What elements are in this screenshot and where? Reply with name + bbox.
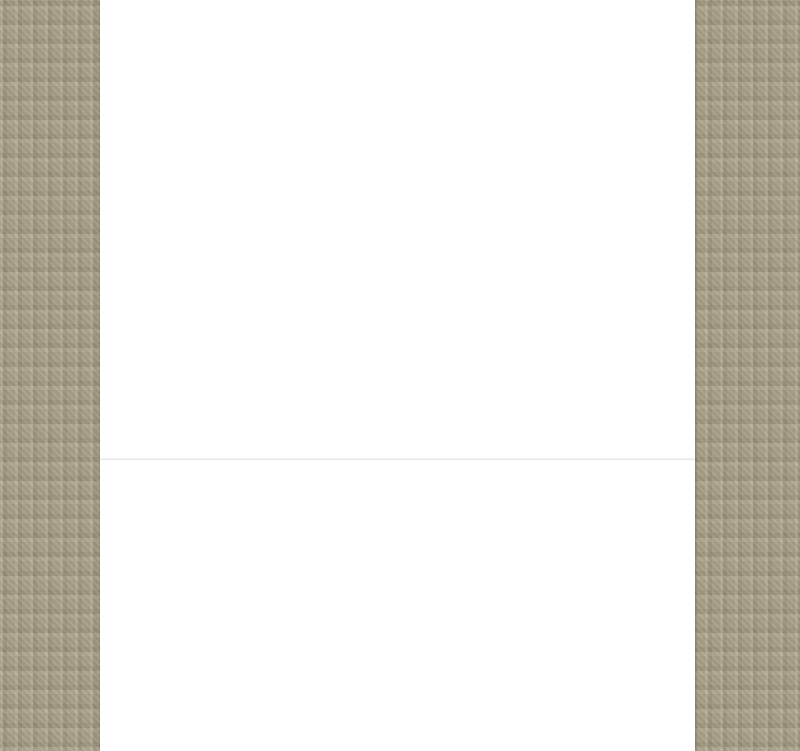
toc-page-bottom: [100, 460, 695, 751]
toc-page-top: [100, 0, 695, 460]
